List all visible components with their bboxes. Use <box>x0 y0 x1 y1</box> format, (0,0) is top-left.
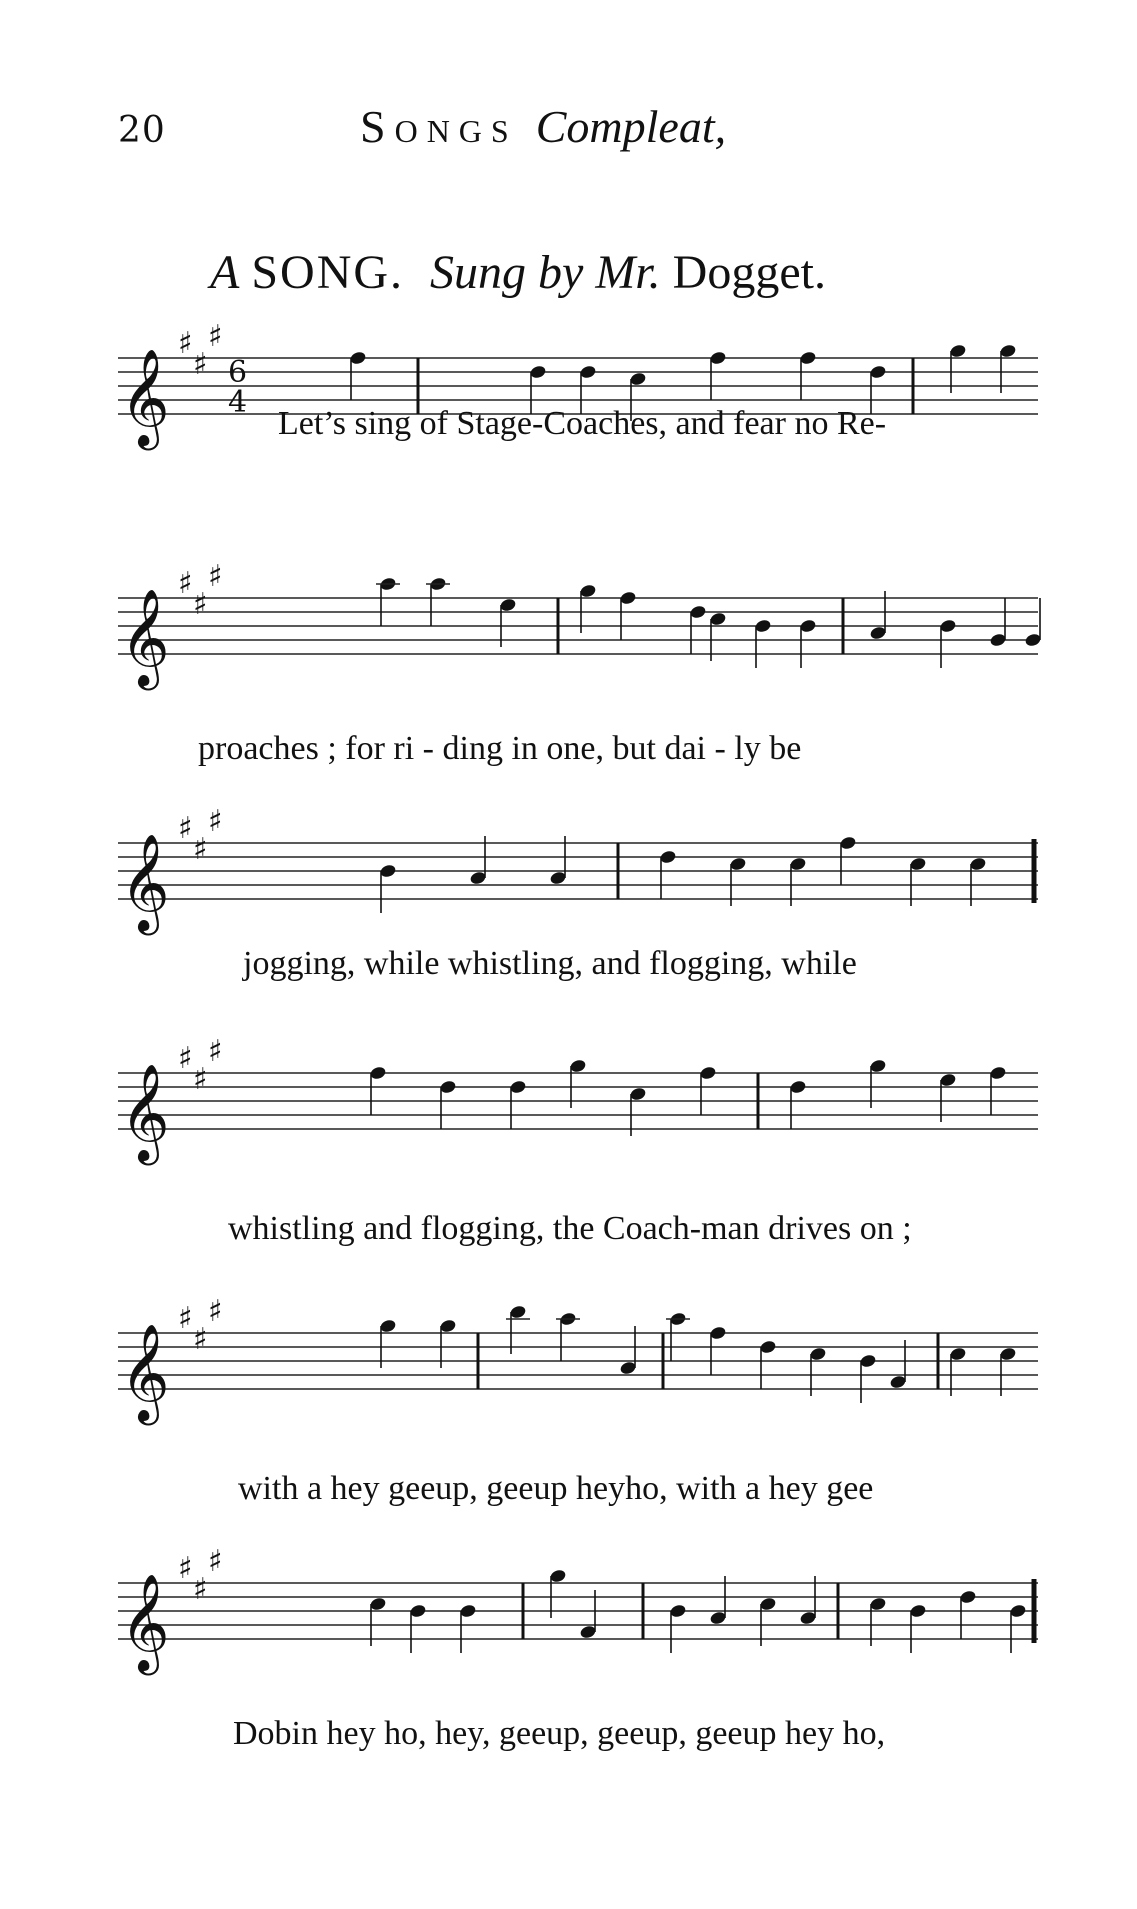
music-system-4 <box>118 1034 1038 1247</box>
heading-caps: SONG. <box>251 246 405 299</box>
sharp-icon: ♯ <box>193 587 208 622</box>
music-system-6 <box>118 1544 1038 1752</box>
sharp-icon: ♯ <box>178 1041 193 1076</box>
sharp-icon: ♯ <box>208 1034 223 1069</box>
running-title-italic: Compleat, <box>535 101 727 152</box>
sharp-icon: ♯ <box>193 1572 208 1607</box>
sharp-icon: ♯ <box>208 319 223 354</box>
staff-2 <box>118 560 1038 700</box>
music-system-3 <box>118 804 1038 982</box>
sharp-icon: ♯ <box>178 566 193 601</box>
sharp-icon: ♯ <box>193 347 208 382</box>
sharp-icon: ♯ <box>208 804 223 839</box>
time-signature-top: 6 <box>228 355 248 390</box>
sharp-icon: ♯ <box>208 1294 223 1329</box>
treble-clef-icon: 𝄞 <box>120 1063 170 1161</box>
staff-5 <box>118 1295 1038 1435</box>
lyric-line-4: whistling and flogging, the Coach-man drives on ; <box>228 1210 912 1247</box>
running-title <box>360 100 726 153</box>
heading-name: Dogget. <box>672 246 826 299</box>
staff-6 <box>118 1545 1038 1685</box>
staff-3 <box>118 805 1038 945</box>
treble-clef-icon: 𝄞 <box>120 348 170 446</box>
sharp-icon: ♯ <box>178 1301 193 1336</box>
time-signature-bottom: 4 <box>228 385 248 420</box>
sharp-icon: ♯ <box>178 1551 193 1586</box>
lyric-line-6: Dobin hey ho, hey, geeup, geeup, geeup hey ho, <box>233 1715 886 1752</box>
music-system-5 <box>118 1294 1038 1507</box>
heading-italic-a: A <box>210 246 240 299</box>
sharp-icon: ♯ <box>193 1322 208 1357</box>
page-number: 20 <box>118 110 166 151</box>
sharp-icon: ♯ <box>178 326 193 361</box>
sharp-icon: ♯ <box>208 1544 223 1579</box>
lyric-line-5: with a hey geeup, geeup heyho, with a hey gee <box>238 1470 874 1507</box>
heading-italic-b: Sung by Mr. <box>430 246 661 299</box>
sharp-icon: ♯ <box>208 559 223 594</box>
lyric-line-1: Let’s sing of Stage-Coaches, and fear no Re- <box>278 405 887 442</box>
sharp-icon: ♯ <box>178 811 193 846</box>
lyric-line-3: jogging, while whistling, and flogging, while <box>243 945 857 982</box>
music-system-1 <box>118 320 1038 490</box>
sharp-icon: ♯ <box>193 832 208 867</box>
treble-clef-icon: 𝄞 <box>120 833 170 931</box>
music-system-2 <box>118 559 1038 767</box>
treble-clef-icon: 𝄞 <box>120 588 170 686</box>
treble-clef-icon: 𝄞 <box>120 1323 170 1421</box>
sharp-icon: ♯ <box>193 1062 208 1097</box>
song-heading <box>210 245 826 300</box>
page-header <box>0 100 1137 160</box>
lyric-line-2: proaches ; for ri - ding in one, but dai - ly be <box>198 730 802 767</box>
treble-clef-icon: 𝄞 <box>120 1573 170 1671</box>
staff-4 <box>118 1035 1038 1175</box>
running-title-caps: Songs <box>360 101 518 152</box>
